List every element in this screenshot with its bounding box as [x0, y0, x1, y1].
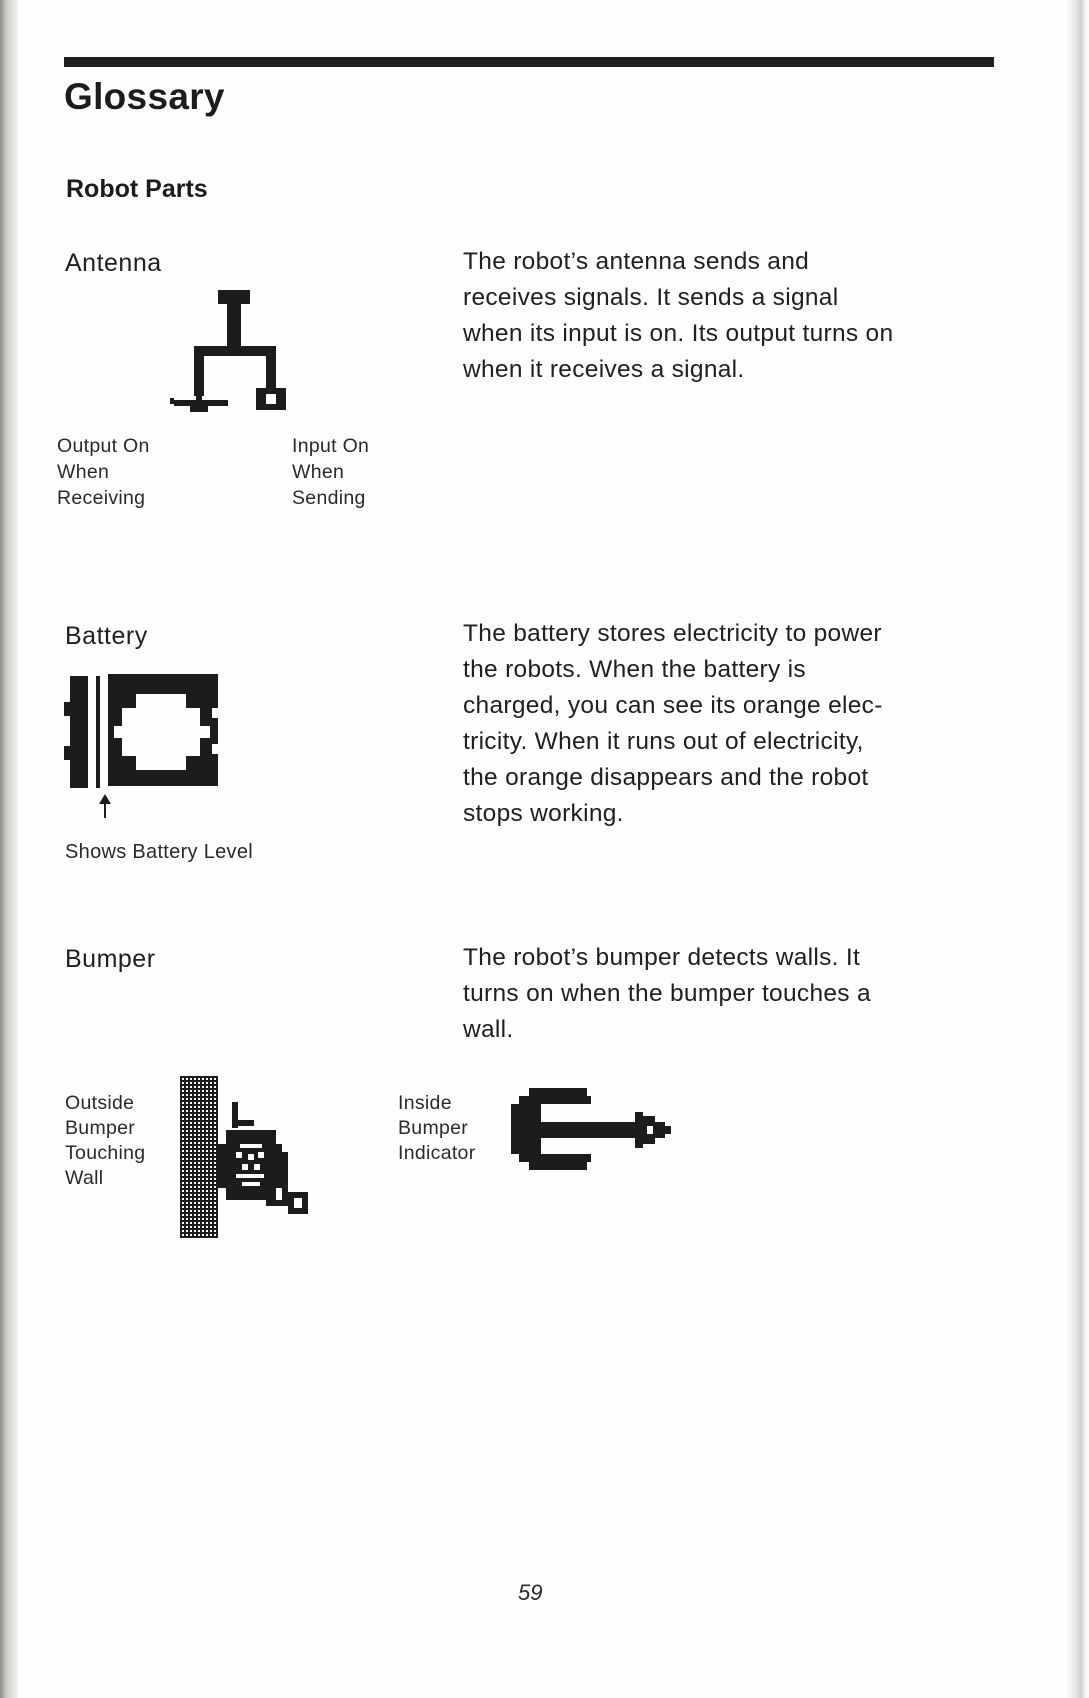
- definition-line: turns on when the bumper touches a: [463, 980, 871, 1007]
- antenna-input-caption: [292, 433, 369, 511]
- caption-line: Sending: [292, 487, 366, 509]
- caption-line: Bumper: [65, 1117, 136, 1139]
- definition-line: when it receives a signal.: [463, 356, 745, 383]
- page-edge: [1067, 0, 1089, 1698]
- page-number: 59: [518, 1580, 543, 1605]
- caption-line: Outside: [65, 1092, 135, 1114]
- definition-line: tricity. When it runs out of electricity,: [463, 728, 864, 755]
- bumper-indicator-icon: [509, 1086, 673, 1174]
- battery-caption: Shows Battery Level: [65, 841, 254, 863]
- caption-line: Inside: [398, 1092, 452, 1114]
- antenna-output-caption: [57, 433, 150, 511]
- definition-line: The robot’s bumper detects walls. It: [463, 944, 861, 971]
- caption-line: When: [57, 461, 110, 483]
- definition-line: The robot’s antenna sends and: [463, 248, 810, 275]
- bumper-inside-caption: [398, 1091, 476, 1166]
- page-binding-shadow: [0, 0, 18, 1698]
- definition-line: the robots. When the battery is: [463, 656, 806, 683]
- bumper-wall-icon: [178, 1074, 312, 1240]
- battery-icon: [62, 672, 224, 820]
- heading-rule: [64, 57, 994, 67]
- definition-antenna: [463, 244, 983, 388]
- antenna-icon: [168, 288, 288, 424]
- definition-line: the orange disappears and the robot: [463, 764, 869, 791]
- term-battery: Battery: [65, 622, 148, 650]
- section-title: Robot Parts: [66, 175, 208, 203]
- definition-line: when its input is on. Its output turns on: [463, 320, 894, 347]
- definition-line: receives signals. It sends a signal: [463, 284, 839, 311]
- definition-line: wall.: [463, 1016, 514, 1043]
- bumper-outside-caption: [65, 1091, 145, 1191]
- definition-battery: [463, 616, 983, 832]
- definition-bumper: [463, 940, 983, 1048]
- caption-line: When: [292, 461, 345, 483]
- caption-line: Input On: [292, 435, 370, 457]
- definition-line: charged, you can see its orange elec-: [463, 692, 883, 719]
- caption-line: Output On: [57, 435, 150, 457]
- caption-line: Wall: [65, 1167, 104, 1189]
- caption-line: Receiving: [57, 487, 146, 509]
- page-title: Glossary: [64, 76, 225, 117]
- caption-line: Bumper: [398, 1117, 469, 1139]
- caption-line: Indicator: [398, 1142, 476, 1164]
- term-antenna: Antenna: [65, 249, 162, 277]
- definition-line: stops working.: [463, 800, 624, 827]
- term-bumper: Bumper: [65, 945, 156, 973]
- definition-line: The battery stores electricity to power: [463, 620, 882, 647]
- caption-line: Touching: [65, 1142, 146, 1164]
